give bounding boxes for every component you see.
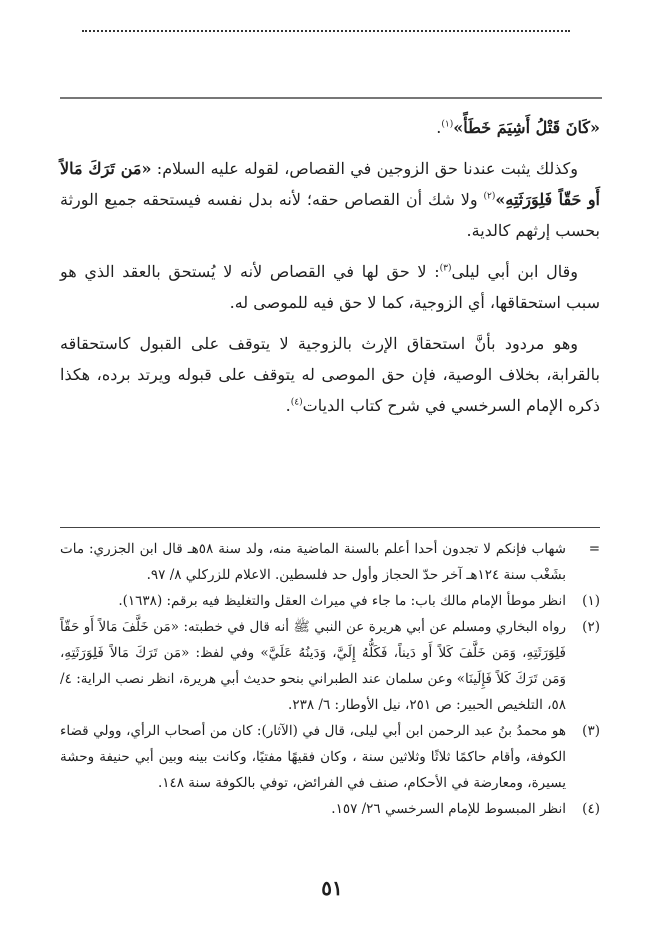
footnote-text: هو محمدُ بنُ عبد الرحمن ابن أبي ليلى، قال في (الآثار): كان من أصحاب الرأي، وولي قضاء الكوفة، وأقام حاكمًا ثلاثًا وثلاثين سنة ، وكان فقيهًا مفتيًا، وكانت بينه وبين أبي حنيفة وحشة يسيرة، ومعارضة في الأحكام، صنف في الفرائض، توفي بالكوفة سنة ١٤٨. [60,723,566,791]
paragraph-4: وهو مردود بأنَّ استحقاق الإرث بالزوجية لا يتوقف على القبول كاستحقاقه بالقرابة، بخلاف الوصية، فإن حق الموصى له يتوقف على قبوله ويرتد برده، هكذا ذكره الإمام السرخسي في شرح كتاب الديات$^{(٤)}$. [60,334,600,415]
footnote-number: (٣) [582,723,600,739]
footnote-continuation [60,536,600,588]
paragraph-3: وقال ابن أبي ليلى$^{(٣)}$: لا حق لها في القصاص لأنه لا يُستحق بالعقد الذي هو سبب استحقاقها، أي الزوجية، كما لا حق فيه للموصى له. [60,262,600,312]
footnote-2 [60,614,600,718]
footnote-text: شهاب فإنكم لا تجدون أحدا أعلم بالسنة الماضية منه، ولد سنة ٥٨هـ قال ابن الجزري: مات بشَغْب سنة ١٢٤هـ آخر حدّ الحجاز وأول حد فلسطين. الاعلام للزركلي ٨/ ٩٧. [60,541,566,583]
footnote-separator [60,527,600,528]
paragraph-2: وكذلك يثبت عندنا حق الزوجين في القصاص، لقوله عليه السلام: «مَن تَرَكَ مَالاً أَو حَقّاً فَلِوَرَثَتِهِ»$^{(٢)}$ ولا شك أن القصاص حقه؛ لأنه بدل نفسه فيستحقه جميع الورثة بحسب إرثهم كالدية. [60,159,601,240]
footnote-3 [60,718,600,796]
footnote-number: = [588,541,600,557]
footnote-text: رواه البخاري ومسلم عن أبي هريرة عن النبي ﷺ أنه قال في خطبته: «مَن خَلَّفَ مَالاً أَو حَقّاً فَلِوَرَثَتِهِ، وَمَن خَلَّفَ كَلاً أَو دَيناً، فَكَلُّهُ إِلَيَّ، وَدَينُهُ عَلَيَّ» وفي لفظ: «مَن تَرَكَ مَالاً فَلِوَرَثَتِهِ، وَمَن تَرَكَ كَلاً فَإِلَينَا» وعن سلمان عند الطبراني بنحو حديث أبي هريرة، انظر نصب الراية: ٤/ ٥٨، التلخيص الحبير: ص ٢٥١، نيل الأوطار: ٦/ ٢٣٨. [60,619,566,713]
footnote-ref[interactable]: (٣) [439,263,452,274]
main-text [60,112,600,431]
footnote-text: انظر موطأ الإمام مالك باب: ما جاء في ميراث العقل والتغليظ فيه برقم: (١٦٣٨). [118,593,566,609]
footnote-text: انظر المبسوط للإمام السرخسي ٢٦/ ١٥٧. [331,801,566,817]
footnote-number: (٢) [582,619,600,635]
paragraph-1: «كَانَ قَتْلُ أَشِيَمَ خَطَأً»$^{(١)}$. [436,118,600,137]
footnote-number: (٤) [582,801,600,817]
footnote-4 [60,796,600,822]
footnote-ref[interactable]: (٤) [290,397,303,408]
footnote-1 [60,588,600,614]
footnote-number: (١) [582,593,600,609]
header-dotted-line [82,30,570,32]
header-rule [60,97,602,99]
footnote-ref[interactable]: (١) [441,119,454,130]
page-number: ٥١ [321,876,343,900]
footnote-ref[interactable]: (٢) [483,191,496,202]
footnotes [60,536,600,822]
quote: «كَانَ قَتْلُ أَشِيَمَ خَطَأً» [453,118,600,137]
hadith-quote: «مَن تَرَكَ مَالاً أَو حَقّاً فَلِوَرَثَتِهِ» [60,159,601,209]
